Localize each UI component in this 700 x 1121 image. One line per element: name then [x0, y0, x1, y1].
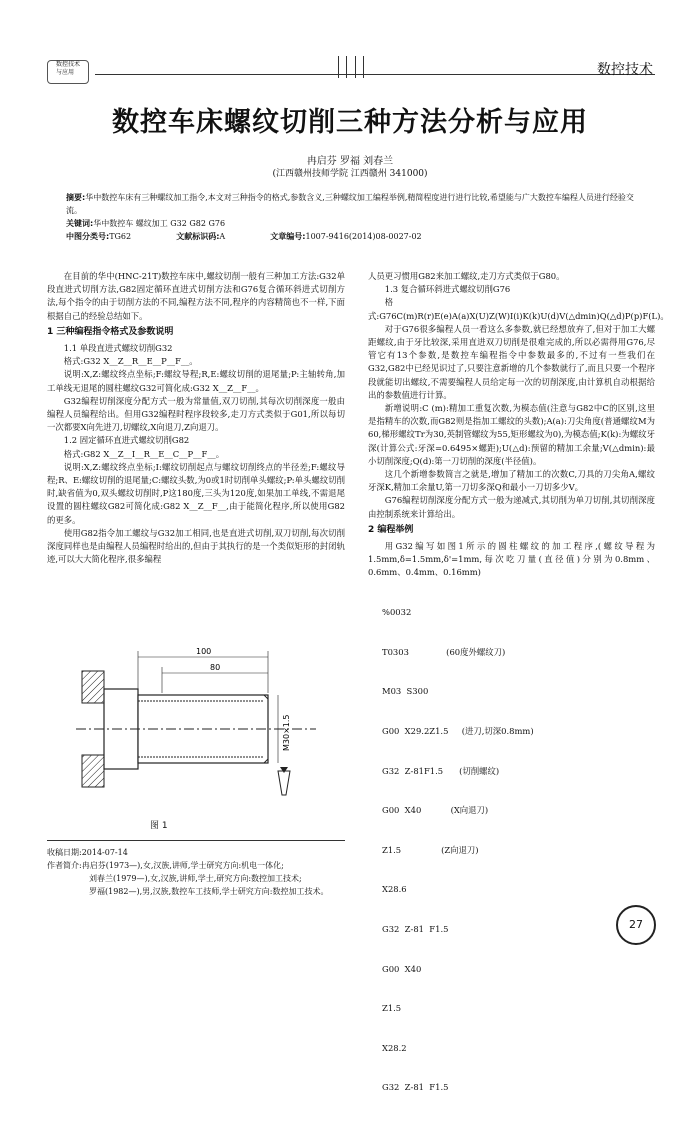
- journal-tag-line1: 数控技术: [56, 61, 81, 68]
- thread-tool: [278, 771, 290, 795]
- g82-format: 格式:G82 X__Z__I__R__E__C__P__F__。: [63, 448, 225, 459]
- abstract-text: 华中数控车床有三种螺纹加工指令,本文对三种指令的格式,参数含义,三种螺纹加工编程举例,精简程度进行进行比较,希望能与广大数控车编程人员进行经验交流。: [66, 193, 634, 215]
- dim-total: 100: [196, 647, 212, 656]
- g76-paragraph-2: 新增说明:C (m):精加工重复次数,为模态值(注意与G82中C的区别,这里是指精车的次数,而G82则是指加工螺纹的头数);A(a):刀尖角度(普通螺纹M为60,梯形螺纹Tr为30,英制管螺纹为55,矩形螺纹为0),为模态值;K(k):为螺纹牙深(计算公式:牙深=0.6495×螺距);U(△d):预留的精加工余量;V(△dmin):最小切削深度;Q(d):第一刀切削的深度(半径值)。: [368, 403, 655, 466]
- affiliation: (江西赣州技师学院 江西赣州 341000): [272, 169, 428, 179]
- code-line: G00 X40 (X向退刀): [382, 805, 489, 816]
- subheading-1-3: 1.3 复合循环斜进式螺纹切削G76: [384, 284, 511, 295]
- author-bio-3: 罗福(1982—),男,汉族,数控车工技师,学士研究方向:数控加工技术。: [89, 887, 329, 896]
- chuck-jaw-bottom: [82, 755, 104, 787]
- code-line: X28.6: [382, 884, 407, 895]
- article-label: 文章编号:: [270, 232, 306, 241]
- code-line: G00 X40: [382, 963, 422, 974]
- dim-thread-label: M30×1.5: [282, 714, 291, 751]
- g76-paragraph-4: G76编程切削深度分配方式一般为递减式,其切削为单刀切削,其切削深度由控制系统来计算给出。: [368, 495, 655, 519]
- section-name: 数控技术: [597, 62, 653, 78]
- g76-paragraph-3: 这几个新增参数简言之就是,增加了精加工的次数C,刀具的刀尖角A,螺纹牙深K,精加工余量U,第一刀切多深Q和最小一刀切多少V。: [368, 469, 655, 493]
- column-left: [47, 270, 345, 566]
- authors: 冉启芬 罗福 刘春兰: [306, 156, 394, 167]
- header-rule: [95, 74, 655, 75]
- g82-description: 说明:X,Z:螺纹终点坐标;I:螺纹切削起点与螺纹切削终点的半径差;F:螺纹导程;R、E:螺纹切削的退尾量;C:螺纹头数,为0或1时切削单头螺纹;P:单头螺纹切削时,缺省值为0,双头螺纹切削时,P这180度,三头为120度,如果加工单线,不需退尾设置的圆柱螺纹G82可简化成:G82 X__Z__F__,由于能简化程序,所以使用G82的更多。: [47, 461, 345, 525]
- figure-1-drawing: [76, 643, 316, 821]
- journal-tag: [56, 61, 80, 77]
- abstract-block: [66, 191, 636, 243]
- doc-value: A: [219, 232, 226, 241]
- keywords: [66, 217, 636, 230]
- example-paragraph: 用G32编写如图1所示的圆柱螺纹的加工程序,(螺纹导程为1.5mm,δ=1.5mm,δ'=1mm,每次吃刀量(直径值)分别为0.8mm、0.6mm、0.4mm、0.16mm): [368, 541, 655, 578]
- code-line: G32 Z-81 F1.5: [382, 1082, 449, 1093]
- article-value: 1007-9416(2014)08-0027-02: [305, 232, 422, 241]
- author-bio-2: 刘春兰(1979—),女,汉族,讲师,学士,研究方向:数控加工技术;: [89, 874, 302, 883]
- author-bio-1: 作者简介:冉启芬(1973—),女,汉族,讲师,学士研究方向:机电一体化;: [47, 861, 284, 870]
- heading-2: 2 编程举例: [368, 524, 414, 535]
- intro-paragraph: 在目前的华中(HNC-21T)数控车床中,螺纹切削一般有三种加工方法:G32单段直进式切削方法,G82固定循环直进式切削方法和G76复合循环斜进式切削方法,每个指令的由于切削方法的不同,编程方法不同,程序的内容精简也不一样,下面根据自己的经验总结如下。: [47, 271, 345, 321]
- footnotes: [47, 846, 328, 898]
- g32-format: 格式:G32 X__Z__R__E__P__F__。: [63, 356, 198, 367]
- doc-label: 文献标识码:: [176, 232, 220, 241]
- code-line: Z1.5: [382, 1003, 402, 1014]
- classification-row: [66, 230, 636, 243]
- subheading-1-2: 1.2 固定循环直进式螺纹切削G82: [63, 435, 190, 446]
- keywords-label: 关键词:: [66, 219, 94, 228]
- column-right: [368, 270, 669, 1121]
- keywords-text: 华中数控车 螺纹加工 G32 G82 G76: [93, 219, 226, 228]
- code-line: G32 Z-81F1.5 (切削螺纹): [382, 765, 500, 776]
- figure-1: [76, 643, 316, 821]
- footnote-rule: [47, 840, 345, 841]
- code-line: T0303 (60度外螺纹刀): [382, 646, 506, 657]
- header-decor-bars: [338, 56, 364, 78]
- received-date: 收稿日期:2014-07-14: [47, 848, 128, 857]
- journal-tag-line2: 与应用: [56, 69, 75, 76]
- chuck-jaw-top: [82, 671, 104, 703]
- code-line: G32 Z-81 F1.5: [382, 923, 449, 934]
- cls-label: 中图分类号:: [66, 232, 110, 241]
- code-line: G00 X29.2Z1.5 (进刀,切深0.8mm): [382, 725, 534, 736]
- abstract-label: 摘要:: [66, 193, 86, 202]
- subheading-1-1: 1.1 单段直进式螺纹切削G32: [63, 343, 173, 354]
- page-number: 27: [616, 905, 656, 945]
- col2-continuation: 人员更习惯用G82来加工螺纹,走刀方式类似于G80。: [368, 271, 565, 281]
- code-line: X28.2: [382, 1042, 407, 1053]
- abstract: [66, 191, 636, 217]
- g32-paragraph: G32编程切削深度分配方式一般为常量值,双刀切削,其每次切削深度一般由编程人员编程给出。但用G32编程时程序段较多,走刀方式类似于G01,所以每切一次都要X向先进刀,切螺纹,X向退刀,Z向退刀。: [47, 395, 345, 433]
- paper-title: 数控车床螺纹切削三种方法分析与应用: [112, 107, 588, 138]
- code-line: M03 S300: [382, 686, 429, 697]
- g32-description: 说明:X,Z:螺纹终点坐标;F:螺纹导程;R,E:螺纹切削的退尾量;P:主轴转角,加工单线无退尾的圆柱螺纹G32可简化成:G32 X__Z__F__。: [47, 369, 345, 393]
- figure-caption: 图 1: [150, 821, 168, 831]
- dim-thread: 80: [210, 663, 221, 672]
- g82-paragraph: 使用G82指令加工螺纹与G32加工相同,也是直进式切削,双刀切削,每次切削深度同样也是由编程人员编程时给出的,但由于其执行的是一个类似矩形的封闭轨迹,可以大大简化程序,很多编程: [47, 527, 345, 565]
- g76-format: 格式:G76C(m)R(r)E(e)A(a)X(U)Z(W)I(i)K(k)U(d)V(△dmin)Q(△d)P(p)F(L)。: [368, 297, 669, 321]
- code-line: %0032: [382, 607, 412, 618]
- program-listing: [382, 580, 655, 1121]
- g76-paragraph-1: 对于G76很多编程人员一看这么多参数,就已经想放弃了,但对于加工大螺距螺纹,由于牙比较深,采用直进双刀切削是很难完成的,所以必需得用G76,尽管它有13个参数,是数控车编程指令中参数最多的,不过有一些我们在G32,G82中已经见识过了,只要注意新增的几个参数就行了,而且只要一个程序段就能切出螺纹,不需要编程人员给定每一次的切削深度,由计算机自动根据给出的参数值进行计算。: [368, 323, 655, 400]
- heading-1: 1 三种编程指令格式及参数说明: [47, 326, 174, 337]
- cls-value: TG62: [109, 232, 132, 241]
- code-line: Z1.5 (Z向退刀): [382, 844, 479, 855]
